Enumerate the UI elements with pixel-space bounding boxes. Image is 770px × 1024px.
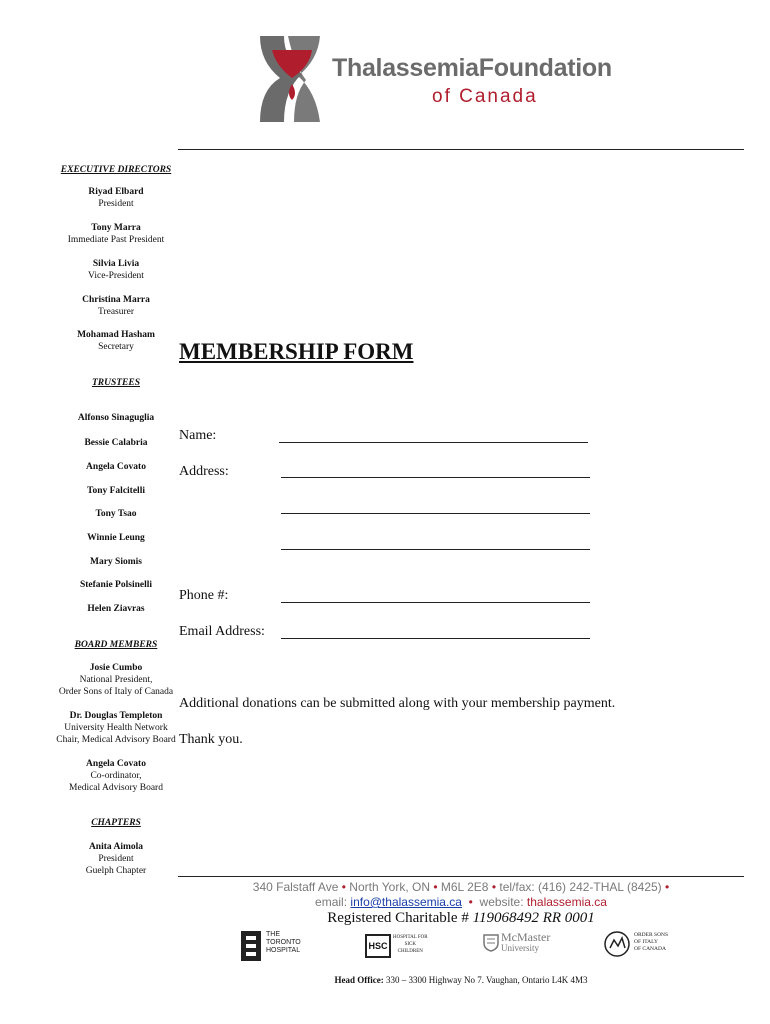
person-title: University Health Network — [64, 723, 168, 733]
city: North York, ON — [349, 880, 430, 894]
sickkids-logo — [365, 930, 445, 964]
person-title: Chair, Medical Advisory Board — [56, 735, 176, 745]
charitable-label: Registered Charitable # — [327, 910, 469, 926]
person-title: Co-ordinator, — [90, 771, 142, 781]
person-name: Angela Covato — [86, 759, 146, 769]
email-field[interactable] — [281, 638, 590, 639]
person-title: Treasurer — [97, 307, 135, 317]
email-link[interactable]: info@thalassemia.ca — [350, 895, 462, 909]
person-title: National President, — [79, 675, 153, 685]
person-name: Christina Marra — [82, 295, 150, 305]
trustee-name: Tony Tsao — [95, 509, 137, 519]
address-field-line-3[interactable] — [281, 549, 590, 550]
hsc-mark: HSC — [365, 934, 391, 958]
partner-text: TORONTO — [266, 939, 301, 946]
person-title: Guelph Chapter — [85, 866, 147, 876]
executive-entry — [30, 329, 202, 353]
board-entry — [30, 758, 202, 794]
board-members-heading: BOARD MEMBERS — [74, 640, 158, 650]
separator-dot: • — [433, 880, 438, 894]
trustee-name: Bessie Calabria — [84, 438, 148, 448]
partner-text: THE — [266, 931, 280, 938]
executive-entry — [30, 222, 202, 246]
trustee-name: Tony Falcitelli — [87, 486, 145, 496]
trustee-name: Angela Covato — [86, 462, 146, 472]
person-title: Secretary — [98, 342, 134, 352]
separator-dot: • — [491, 880, 497, 894]
partner-text: McMaster — [501, 930, 551, 944]
executive-directors-heading: EXECUTIVE DIRECTORS — [60, 165, 172, 175]
executive-entry — [30, 258, 202, 282]
trustee-name: Helen Ziavras — [87, 604, 145, 614]
person-name: Riyad Elbard — [88, 187, 144, 197]
phone-number: tel/fax: (416) 242-THAL (8425) — [499, 880, 662, 894]
partner-text: OF ITALY — [634, 939, 658, 945]
footer-address — [178, 880, 744, 894]
website-label-text: website: — [479, 895, 524, 909]
order-sons-of-italy-logo — [604, 928, 680, 964]
person-name: Josie Cumbo — [89, 663, 143, 673]
separator-dot: • — [468, 895, 473, 909]
crest-icon — [483, 934, 499, 952]
person-title: President — [98, 854, 134, 864]
partner-text: OF CANADA — [634, 946, 666, 952]
head-office-address: 330 – 3300 Highway No 7. Vaughan, Ontario L4K 4M3 — [385, 975, 588, 985]
thank-you-note: Thank you. — [179, 732, 243, 747]
phone-label: Phone #: — [179, 588, 229, 603]
person-title: Medical Advisory Board — [69, 783, 163, 793]
foundation-name: ThalassemiaFoundation — [332, 54, 612, 82]
partner-text: CHILDREN — [397, 949, 423, 954]
footer-divider — [178, 876, 744, 877]
person-name: Anita Aimola — [88, 842, 144, 852]
postal-code: M6L 2E8 — [440, 880, 489, 894]
executive-entry — [30, 294, 202, 318]
person-title: Order Sons of Italy of Canada — [58, 687, 174, 697]
address-field-line-1[interactable] — [281, 477, 590, 478]
name-label: Name: — [179, 428, 217, 443]
person-name: Mohamad Hasham — [77, 330, 155, 340]
head-office-label: Head Office: — [334, 975, 384, 985]
charitable-number-line — [178, 910, 744, 927]
trustee-name: Alfonso Sinaguglia — [77, 413, 155, 423]
mcmaster-logo — [483, 930, 573, 964]
address-field-line-2[interactable] — [281, 513, 590, 514]
trustees-heading: TRUSTEES — [91, 378, 141, 388]
address-label: Address: — [179, 464, 229, 479]
hourglass-logo-icon — [258, 34, 322, 124]
name-field[interactable] — [279, 442, 588, 443]
partner-logos — [240, 928, 680, 968]
person-name: Tony Marra — [91, 223, 141, 233]
trustee-name: Winnie Leung — [87, 533, 145, 543]
email-label: Email Address: — [179, 624, 265, 639]
donation-note: Additional donations can be submitted along with your membership payment. — [179, 696, 616, 711]
board-entry — [30, 662, 202, 698]
partner-text: University — [501, 943, 539, 953]
footer-contact — [178, 895, 744, 909]
phone-field[interactable] — [281, 602, 590, 603]
website-link[interactable]: thalassemia.ca — [526, 895, 607, 909]
trustee-name: Mary Siomis — [90, 557, 142, 567]
person-name: Silvia Livia — [92, 259, 140, 269]
person-name: Dr. Douglas Templeton — [69, 711, 163, 721]
trustee-name: Stefanie Polsinelli — [79, 580, 153, 590]
email-label-text: email: — [315, 895, 348, 909]
toronto-hospital-icon — [240, 930, 262, 962]
partner-text: HOSPITAL FOR — [393, 935, 428, 940]
separator-dot: • — [665, 880, 670, 894]
executive-entry — [30, 186, 202, 210]
toronto-hospital-logo — [240, 928, 310, 964]
foundation-subtitle: of Canada — [432, 86, 538, 107]
separator-dot: • — [341, 880, 346, 894]
person-title: Vice-President — [88, 271, 144, 281]
form-title: MEMBERSHIP FORM — [179, 339, 414, 364]
partner-text: ORDER SONS — [634, 932, 669, 938]
street-address: 340 Falstaff Ave — [252, 880, 339, 894]
person-title: Immediate Past President — [67, 235, 165, 245]
person-title: President — [98, 199, 134, 209]
head-office-line — [178, 975, 744, 985]
partner-text: HOSPITAL — [266, 947, 301, 954]
board-entry — [30, 710, 202, 746]
chapter-entry — [30, 841, 202, 877]
charitable-number: 119068492 RR 0001 — [472, 910, 595, 926]
chapters-heading: CHAPTERS — [91, 818, 141, 828]
partner-text: SICK — [404, 942, 416, 947]
seal-icon — [604, 930, 630, 958]
header-divider — [178, 149, 744, 150]
